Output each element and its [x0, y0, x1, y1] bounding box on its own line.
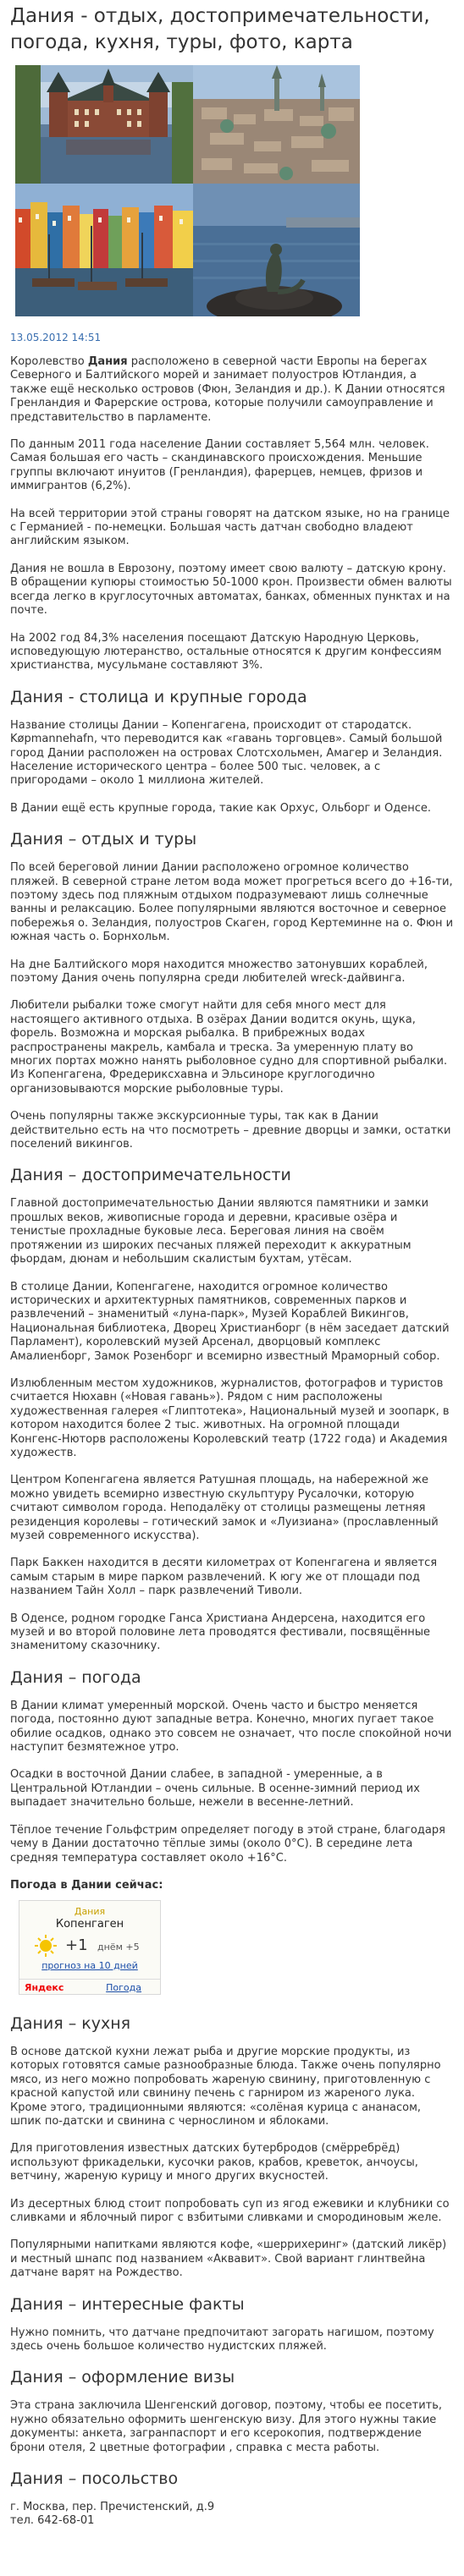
weather-temperature: +1 [65, 1936, 88, 1954]
section-paragraph: Тёплое течение Гольфстрим определяет погоду в этой стране, благодаря чему в Дании достаточно тёплые зимы (около 0°C). В середине лета средняя температура составляет около +16°C. [10, 1823, 445, 1865]
section-paragraph: Название столицы Дании – Копенгагена, происходит от стародатск. Køpmannehafn, что переводится как «гавань торговцев». Самый большой город Дании расположен на островах Слотсхольмен, Амагер и Зеландия. Население исторического центра – более 500 тыс. человек, а с пригородами – около 1 миллиона жителей. [10, 718, 443, 788]
aerial-city-photo [193, 65, 360, 184]
little-mermaid-photo [193, 184, 360, 316]
weather-country: Дания [74, 1905, 106, 1917]
section-paragraph: Любители рыбалки тоже смогут найти для себя много мест для настоящего активного отдыха. В озёрах Дании водится окунь, щука, форель. Возможна и морская рыбалка. В прибрежных водах распространены макрель, камбала и треска. За умеренную плату во многих портах можно нанять рыболовное судно для спортивной рыбалки. Из Копенгагена, Фредериксхавна и Эльсиноре круглогодично организовываются морские рыболовные туры. [10, 999, 448, 1096]
section-heading: Дания - столица и крупные города [10, 687, 307, 706]
section-heading: Дания – достопримечательности [10, 1166, 291, 1185]
section-visa [10, 2367, 454, 2455]
section-heading: Дания – посольство [10, 2469, 179, 2489]
section-paragraph: Очень популярны также экскурсионные туры, так как в Дании действительно есть на что посмотреть – древние дворцы и замки, остатки поселений викингов. [10, 1110, 451, 1151]
section-paragraph: Центром Копенгагена является Ратушная площадь, на набережной же можно увидеть всемирно известную скульптуру Русалочки, которую считают символом города. Неподалёку от столицы размещены летняя резиденция королевы – готический замок и «Луизиана» (прославленный музей современного искусства). [10, 1474, 439, 1542]
weather-link[interactable]: Погода [106, 1981, 141, 1993]
section-paragraph: Излюбленным местом художников, журналистов, фотографов и туристов считается Нюхавн («Новая гавань»). Рядом с ним расположены художественная галерея «Глиптотека», Национальный музей и зоопарк, в котором находится более 2 тыс. животных. На огромной площади Конгенс-Нюторв расположены Королевский театр (1722 года) и Академия художеств. [10, 1376, 450, 1459]
section-paragraph: В Дании климат умеренный морской. Очень часто и быстро меняется погода, постоянно дуют западные ветра. Конечно, многих пугает такое обилие осадков, однако это совсем не означает, что после спокойной ночи наступит безмятежное утро. [10, 1699, 452, 1755]
nyhavn-photo [15, 184, 193, 316]
intro-paragraph: На 2002 год 84,3% населения посещают Датскую Народную Церковь, исповедующую лютеранство, остальные относятся к другим конфессиям христианства, мусульмане составляют 3%. [10, 631, 442, 673]
embassy-address: г. Москва, пер. Пречистенский, д.9 [10, 2501, 215, 2514]
publish-date: 13.05.2012 14:51 [10, 332, 102, 343]
section-embassy [10, 2469, 454, 2529]
intro-paragraph: Королевство Дания расположено в северной части Европы на берегах Северного и Балтийского морей и занимает полуостров Ютландия, а также ещё несколько островов (Фюн, Зеландия и др.). К Дании относятся Гренландия и Фарерские острова, которые получили самоуправление и представительство в парламенте. [10, 355, 445, 424]
yandex-logo[interactable]: Яндекс [25, 1981, 64, 1993]
castle-photo [15, 65, 193, 184]
weather-footer [19, 1979, 160, 1994]
section-paragraph: В Дании ещё есть крупные города, такие как Орхус, Ольборг и Оденсе. [10, 801, 432, 815]
section-heading: Дания – интересные факты [10, 2294, 245, 2314]
section-paragraph: Нужно помнить, что датчане предпочитают загорать нагишом, поэтому здесь очень большое количество нудистских пляжей. [10, 2326, 434, 2353]
section-paragraph: Популярными напитками являются кофе, «шеррихеринг» (датский ликёр) и местный шнапс под названием «Аквавит». Свой вариант глинтвейна датчане варят на Рождество. [10, 2238, 447, 2280]
section-paragraph: В Оденсе, родном городке Ганса Христиана Андерсена, находится его музей и во второй половине лета проводятся фестивали, посвящённые знаменитому сказочнику. [10, 1612, 431, 1653]
intro-section [10, 355, 454, 673]
section-paragraph: В основе датской кухни лежат рыба и другие морские продукты, из которых готовятся самые разнообразные блюда. Также очень популярно мясо, из него можно попробовать жареную свинину, приготовленную с красной капустой или свинину печень с гарниром из жареного лука. Кроме этого, традиционными являются: «солёная курица с ананасом, шпик по-датски и свинина с чернослином и яблоками. [10, 2045, 441, 2128]
section-paragraph: Из десертных блюд стоит попробовать суп из ягод ежевики и клубники со сливками и яблочный пирог с взбитыми сливками и смородиновым желе. [10, 2197, 450, 2224]
section-heading: Дания – кухня [10, 2013, 131, 2033]
weather-caption: Погода в Дании сейчас: [10, 1878, 163, 1892]
forecast-link[interactable]: прогноз на 10 дней [41, 1959, 138, 1971]
weather-city: Копенгаген [55, 1917, 124, 1931]
intro-paragraph: По данным 2011 года население Дании составляет 5,564 млн. человек. Самая большая его часть – скандинавского происхождения. Меньшие группы включают инуитов (Гренландия), фарерцев, немцев, фризов и иммигрантов (6,2%). [10, 438, 429, 493]
section-capital [10, 687, 454, 816]
page-title: Дания - отдых, достопримечательности, погода, кухня, туры, фото, карта [10, 5, 430, 53]
section-heading: Дания – отдых и туры [10, 830, 197, 849]
section-weather [10, 1667, 454, 1995]
section-paragraph: Эта страна заключила Шенгенский договор, поэтому, чтобы ее посетить, нужно обязательно оформить шенгенскую визу. Для этого нужны такие документы: анкета, загранпаспорт и его ксерокопия, подтверждение брони отеля, 2 цветные фотографии , справка с места работы. [10, 2399, 443, 2454]
intro-paragraph: На всей территории этой страны говорят на датском языке, но на границе с Германией - по-немецки. Большая часть датчан свободно владеют английским языком. [10, 507, 450, 548]
section-paragraph: Осадки в восточной Дании слабее, в западной - умеренные, а в Центральной Ютландии – очень сильные. В осенне-зимний период их выпадает значительно больше, нежели в весенне-летний. [10, 1768, 420, 1810]
photo-collage [15, 65, 360, 316]
section-paragraph: В столице Дании, Копенгагене, находится огромное количество исторических и архитектурных памятников, современных парков и развлечений – знаменитый «луна-парк», Музей Кораблей Викингов, Национальная библиотека, Дворец Христианборг (в нём заседает датский Парламент), королевский музей Арсенал, дворцовый комплекс Амалиенборг, Замок Розенборг и всемирно известный Мраморный собор. [10, 1280, 450, 1363]
section-cuisine [10, 2013, 454, 2281]
section-facts [10, 2294, 454, 2354]
section-paragraph: Парк Баккен находится в десяти километрах от Копенгагена и является самым старым в мире парком развлечений. К югу же от площади под названием Тайн Холл – парк развлечений Тиволи. [10, 1557, 438, 1598]
section-paragraph: Главной достопримечательностью Дании являются памятники и замки прошлых веков, живописные города и деревни, красивые озёра и тенистые прохладные буковые леса. Береговая линия на своём протяжении из широких песчаных пляжей переходит к аккуратным фьордам, дюнам и небольшим скалистым бухтам, утёсам. [10, 1197, 429, 1266]
intro-paragraph: Дания не вошла в Еврозону, поэтому имеет свою валюту – датскую крону. В обращении купюры стоимостью 50-1000 крон. Произвести обмен валюты всегда легко в круглосуточных автоматах, банках, обменных пунктах и на почте. [10, 562, 452, 618]
section-heading: Дания – оформление визы [10, 2368, 235, 2387]
section-sights [10, 1165, 454, 1653]
weather-widget[interactable] [19, 1900, 161, 1995]
section-paragraph: По всей береговой линии Дании расположено огромное количество пляжей. В северной стране летом вода может прогреться всего до +16-ти, поэтому здесь под пляжным отдыхом подразумевают лишь солнечные ванны и релаксацию. Более популярными являются восточное и северное побережья о. Зеландия, полуостров Скаген, город Кертеминне на о. Фюн и южная часть о. Борнхольм. [10, 861, 454, 944]
sun-icon [35, 1935, 57, 1957]
section-paragraph: На дне Балтийского моря находится множество затонувших кораблей, поэтому Дания очень популярна среди любителей wreck-дайвинга. [10, 958, 428, 985]
section-heading: Дания – погода [10, 1667, 141, 1687]
section-tours [10, 829, 454, 1151]
weather-day-temperature: днём +5 [97, 1941, 140, 1953]
section-paragraph: Для приготовления известных датских бутербродов (смёрребрёд) используют фрикадельки, кусочки раков, крабов, креветок, анчоусы, ветчину, жареную курицу и много других вкусностей. [10, 2142, 418, 2183]
embassy-phone: тел. 642-68-01 [10, 2514, 95, 2528]
